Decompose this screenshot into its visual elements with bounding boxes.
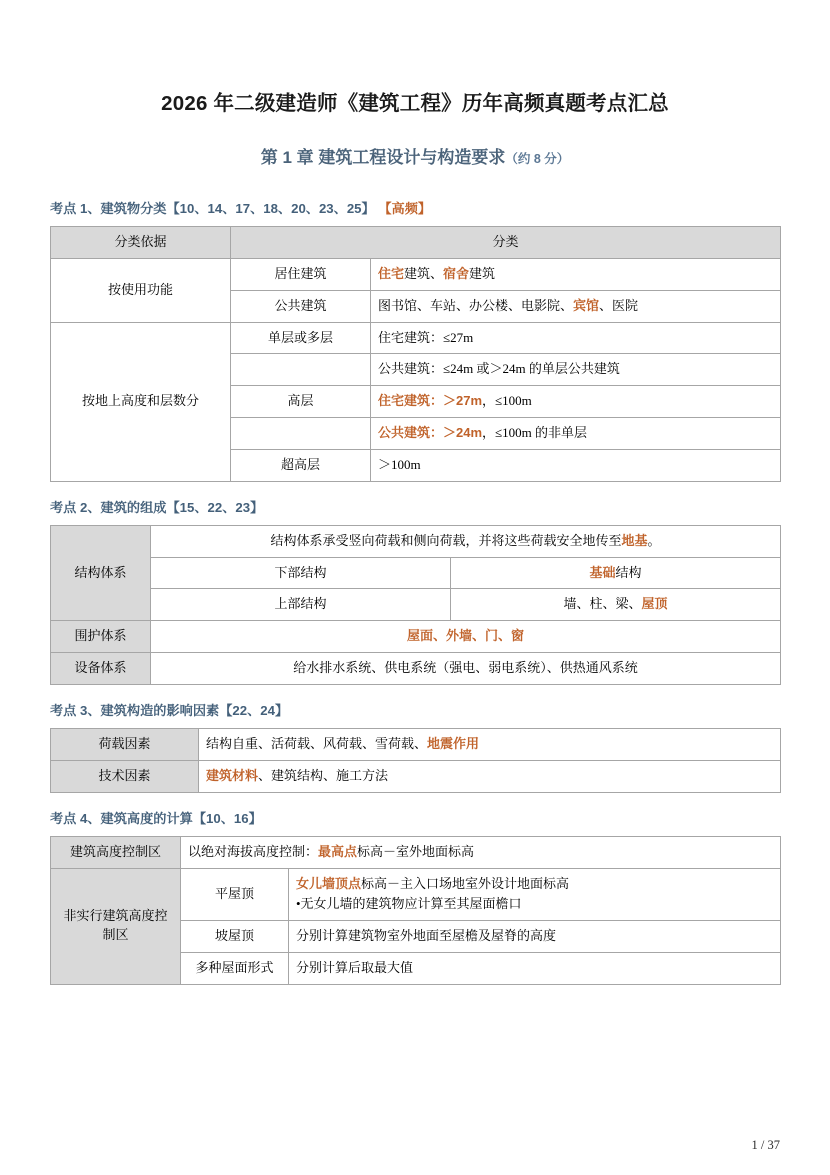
cell-load-factor-value [199, 728, 781, 760]
cell-flat-roof-value [289, 868, 781, 921]
highlighted-text: 住宅建筑：＞27m [378, 393, 483, 409]
highlighted-text: 宾馆 [573, 297, 600, 313]
highlighted-text: 住宅 [378, 265, 405, 281]
cell-highrise-residential [371, 386, 781, 418]
section-heading-2 [50, 482, 780, 516]
cell-envelope-value [151, 621, 781, 653]
plain-text: 结构自重、活荷载、风荷载、雪荷载、 [206, 735, 428, 751]
group-label-usage: 按使用功能 [51, 258, 231, 322]
row-label-non-control-zone: 非实行建筑高度控制区 [51, 868, 181, 984]
table-row [51, 322, 781, 354]
row-label-equipment-system: 设备体系 [51, 653, 151, 685]
chapter-title [50, 116, 780, 168]
row-label-structural-system: 结构体系 [51, 525, 151, 621]
section-heading-3-text: 考点 3、建筑构造的影响因素【22、24】 [50, 702, 289, 718]
cell-superstructure-value [451, 589, 781, 621]
highlighted-text: 屋顶 [641, 596, 668, 612]
col-header-category: 分类 [231, 227, 781, 259]
plain-text: 下部结构 [274, 564, 327, 580]
highlighted-text: 地基 [621, 532, 648, 548]
table-row [51, 258, 781, 290]
section-heading-4-text: 考点 4、建筑高度的计算【10、16】 [50, 810, 262, 826]
highlighted-text: 建筑材料 [206, 767, 259, 783]
cell-structural-description [151, 525, 781, 557]
plain-text: 给水排水系统、供电系统（强电、弱电系统）、供热通风系统 [293, 660, 638, 676]
cell-lowrise-residential [371, 322, 781, 354]
high-frequency-badge: 【高频】 [378, 201, 432, 216]
row-label-height-control-zone: 建筑高度控制区 [51, 836, 181, 868]
subcategory-mixed-roof: 多种屋面形式 [181, 953, 289, 985]
cell-lowrise-public [371, 354, 781, 386]
plain-text: 住宅建筑：≤27m [378, 329, 474, 345]
subcategory-lowrise: 单层或多层 [231, 322, 371, 354]
table-row [51, 589, 781, 621]
table-building-composition [50, 525, 781, 685]
subcategory-highrise: 高层 [231, 386, 371, 418]
plain-text: 建筑、 [404, 265, 444, 281]
section-heading-1 [50, 168, 780, 217]
page-title: 2026 年二级建造师《建筑工程》历年高频真题考点汇总 [161, 92, 669, 115]
cell-highrise-public [371, 418, 781, 450]
chapter-title-text: 第 1 章 建筑工程设计与构造要求 [260, 148, 506, 167]
section-heading-3 [50, 685, 780, 719]
row-label-load-factor: 荷载因素 [51, 728, 199, 760]
table-building-height [50, 836, 781, 985]
table-row [51, 728, 781, 760]
table-building-classification [50, 226, 781, 482]
table-row [51, 836, 781, 868]
table-row [51, 653, 781, 685]
plain-text: 标高－主入口场地室外设计地面标高 [361, 875, 570, 891]
plain-text: 公共建筑：≤24m 或＞24m 的单层公共建筑 [378, 361, 620, 377]
highlighted-text: 公共建筑：＞24m [378, 425, 483, 441]
section-heading-4 [50, 793, 780, 827]
cell-residential-detail [371, 258, 781, 290]
highlighted-text: 最高点 [318, 843, 358, 859]
table-row [51, 868, 781, 921]
table-row [51, 525, 781, 557]
cell-public-detail [371, 290, 781, 322]
subcategory-superhighrise: 超高层 [231, 449, 371, 481]
highlighted-text: 宿舍 [443, 265, 470, 281]
chapter-score: （约 8 分） [505, 152, 570, 166]
cell-sloped-roof-value [289, 921, 781, 953]
cell-superstructure-label [151, 589, 451, 621]
section-heading-1-text: 考点 1、建筑物分类【10、14、17、18、20、23、25】 [50, 201, 375, 216]
cell-substructure-value [451, 557, 781, 589]
plain-text: 、医院 [599, 297, 639, 313]
cell-superhighrise-detail [371, 449, 781, 481]
subcategory-public: 公共建筑 [231, 290, 371, 322]
table-construction-factors [50, 728, 781, 793]
highlighted-text: 基础 [589, 564, 616, 580]
table-row [51, 557, 781, 589]
subcategory-sloped-roof: 坡屋顶 [181, 921, 289, 953]
section-heading-2-text: 考点 2、建筑的组成【15、22、23】 [50, 499, 264, 515]
cell-mixed-roof-value [289, 953, 781, 985]
plain-text: 墙、柱、梁、 [563, 596, 642, 612]
plain-text: ，≤100m 的非单层 [482, 425, 588, 441]
plain-text: 分别计算后取最大值 [296, 960, 414, 976]
subcategory-residential: 居住建筑 [231, 258, 371, 290]
plain-text: 上部结构 [274, 596, 327, 612]
plain-text: 结构体系承受竖向荷载和侧向荷载，并将这些荷载安全地传至 [270, 532, 622, 548]
cell-height-control-value [181, 836, 781, 868]
plain-text: 分别计算建筑物室外地面至屋檐及屋脊的高度 [296, 928, 557, 944]
plain-text: ，≤100m [482, 393, 532, 409]
plain-text: 、建筑结构、施工方法 [258, 767, 389, 783]
cell-equipment-value [151, 653, 781, 685]
row-label-envelope-system: 围护体系 [51, 621, 151, 653]
plain-text: 图书馆、车站、办公楼、电影院、 [378, 297, 574, 313]
table-header-row [51, 227, 781, 259]
subcategory-flat-roof: 平屋顶 [181, 868, 289, 921]
page-number: 1 / 37 [751, 1138, 780, 1152]
cell-flat-roof-note: •无女儿墙的建筑物应计算至其屋面檐口 [296, 896, 522, 912]
plain-text: ＞100m [378, 456, 421, 472]
subcategory-highrise-empty [231, 418, 371, 450]
highlighted-text: 女儿墙顶点 [296, 875, 362, 891]
plain-text: 标高－室外地面标高 [357, 843, 475, 859]
plain-text: 结构 [615, 564, 642, 580]
group-label-height: 按地上高度和层数分 [51, 322, 231, 481]
plain-text: 。 [647, 532, 661, 548]
highlighted-text: 地震作用 [427, 735, 480, 751]
cell-substructure-label [151, 557, 451, 589]
plain-text: 建筑 [469, 265, 496, 281]
highlighted-text: 屋面、外墙、门、窗 [407, 628, 525, 644]
subcategory-lowrise-empty [231, 354, 371, 386]
plain-text: 以绝对海拔高度控制： [188, 843, 319, 859]
cell-flat-roof-main [296, 876, 569, 891]
table-row [51, 760, 781, 792]
row-label-tech-factor: 技术因素 [51, 760, 199, 792]
table-row [51, 621, 781, 653]
col-header-basis: 分类依据 [51, 227, 231, 259]
cell-tech-factor-value [199, 760, 781, 792]
